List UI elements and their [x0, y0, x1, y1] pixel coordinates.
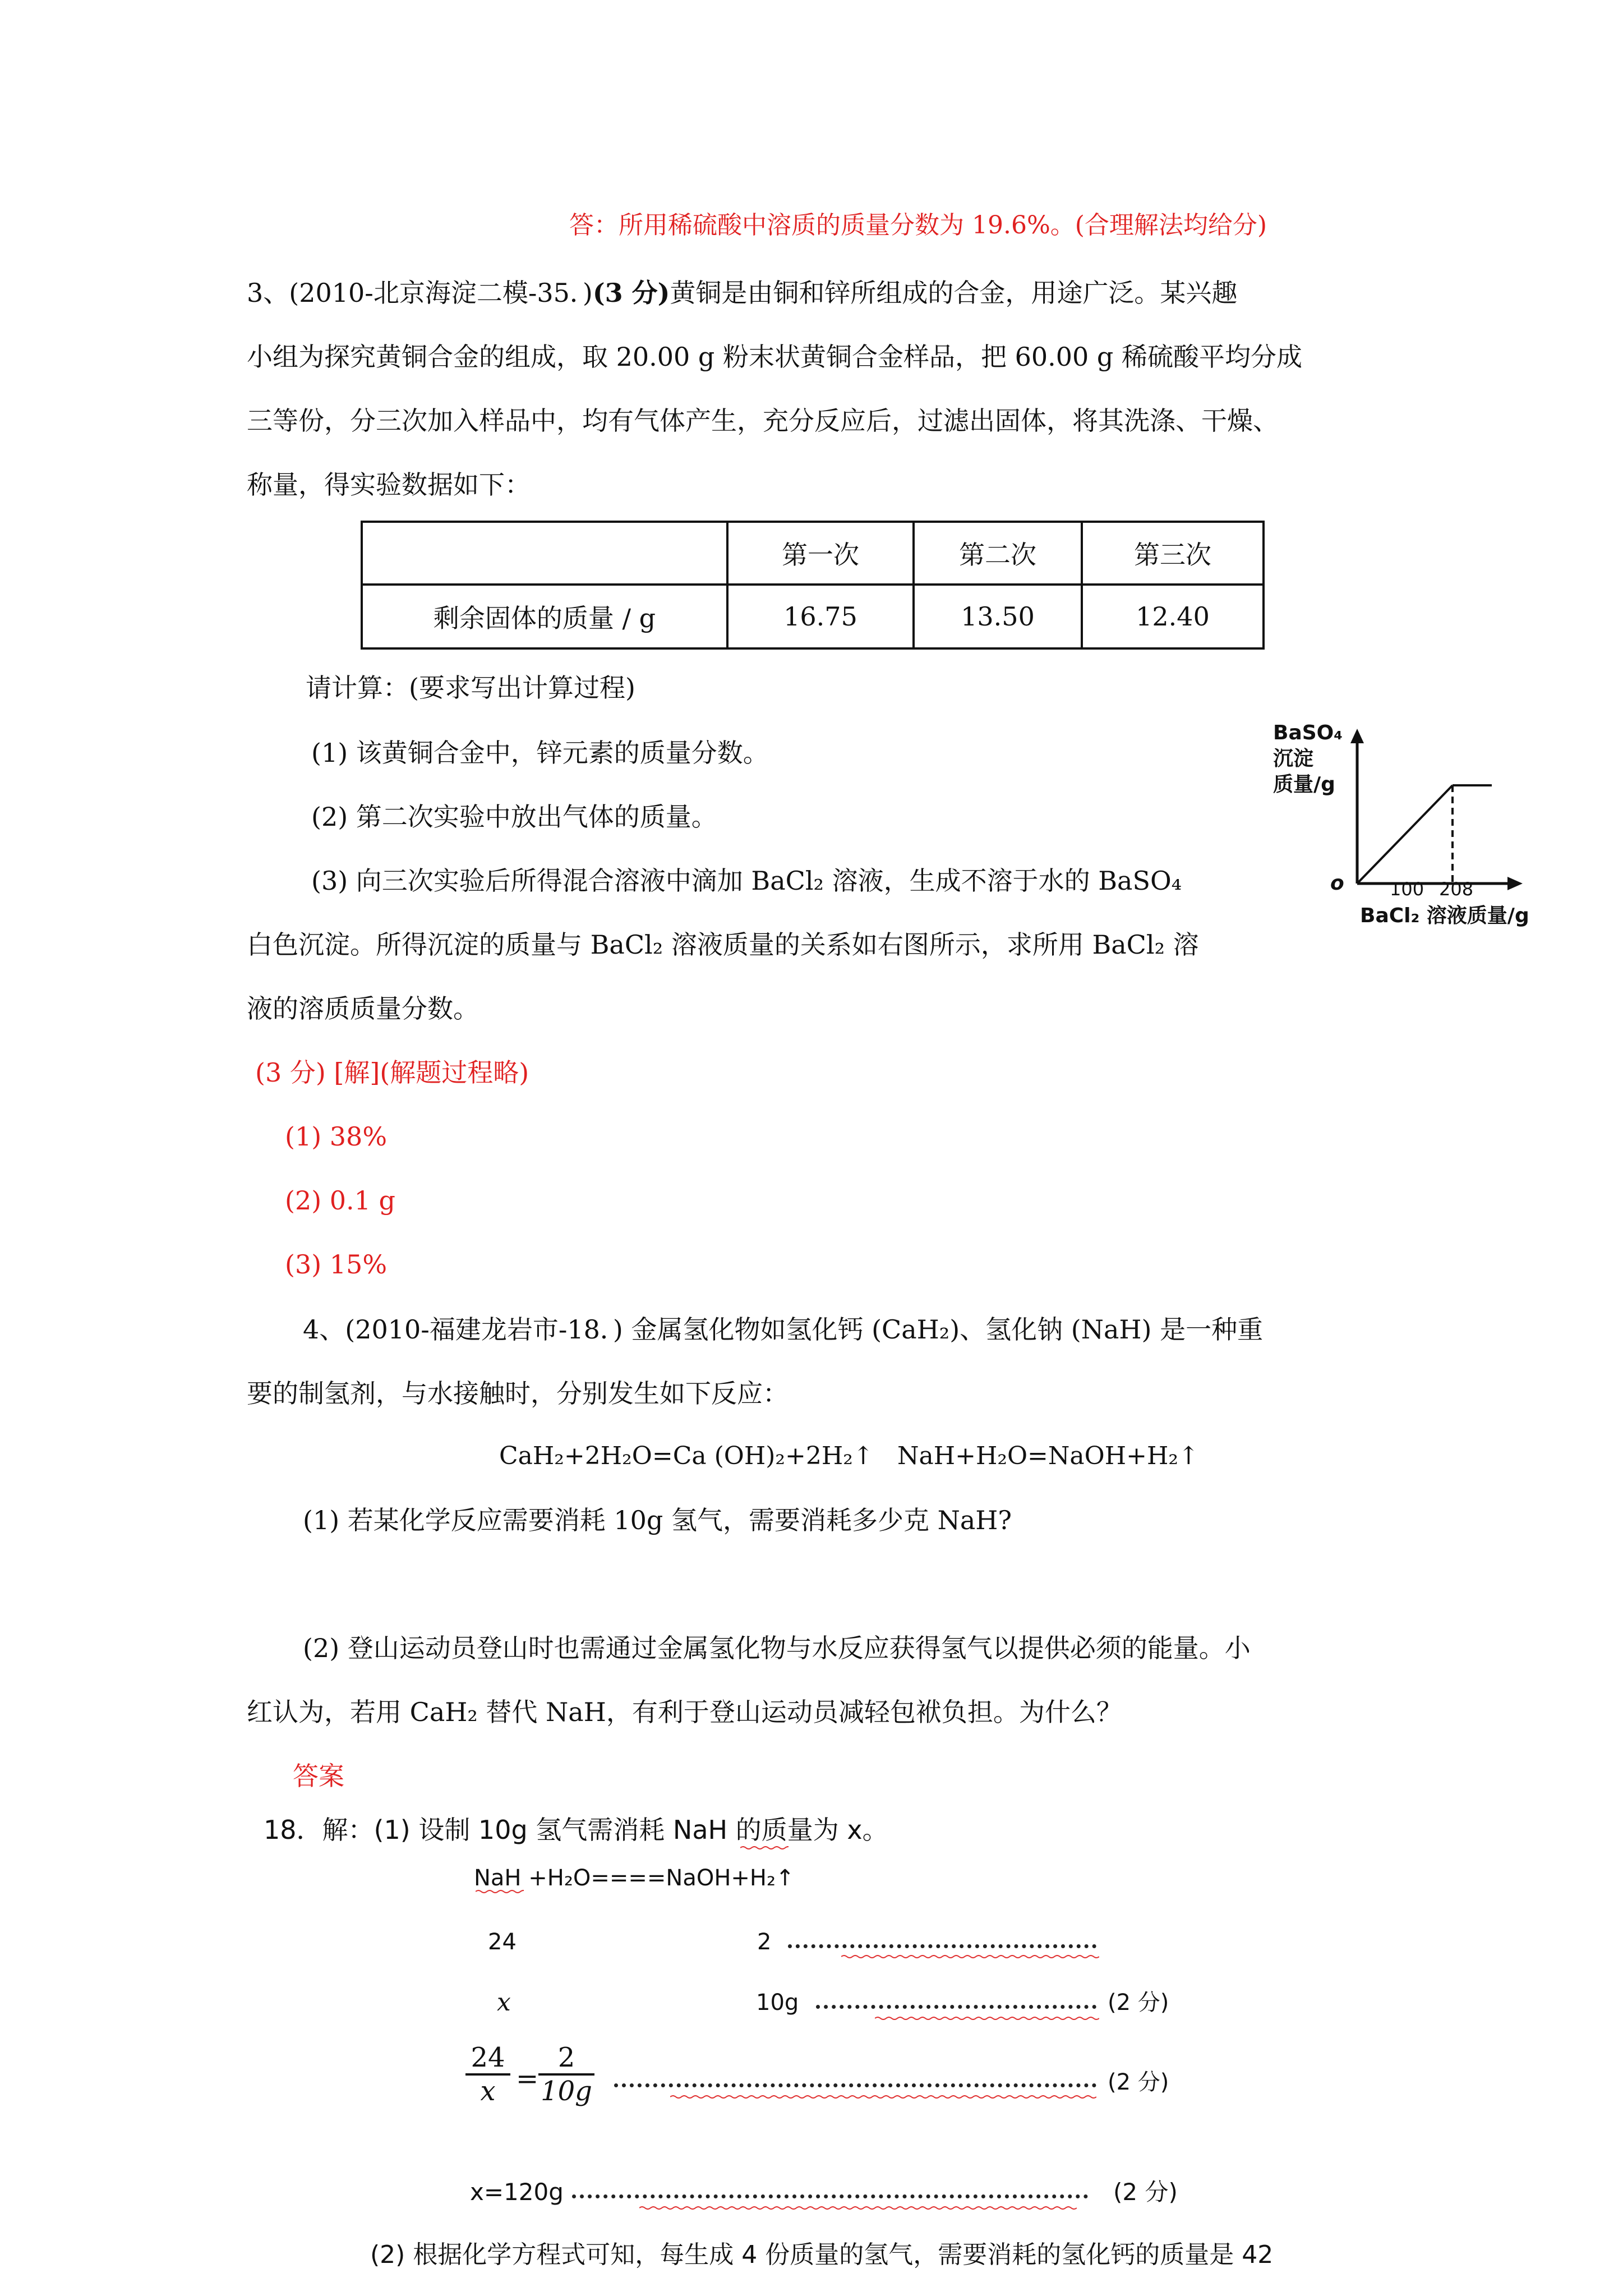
fraction-left-denominator: x: [480, 2076, 496, 2107]
table-header-first: 第一次: [727, 522, 914, 585]
graph-origin: o: [1330, 872, 1344, 895]
graph-tick-100: 100: [1390, 878, 1424, 900]
graph-y-arrow: [1350, 729, 1364, 743]
table-cell-third: 12.40: [1082, 585, 1264, 648]
precipitate-graph: [1267, 721, 1559, 945]
experiment-data-table: [361, 521, 1265, 650]
graph-xlabel: BaCl₂ 溶液质量/g: [1360, 904, 1529, 927]
q4-solution-last-line: (2) 根据化学方程式可知，每生成 4 份质量的氢气，需要消耗的氢化钙的质量是 42: [370, 2240, 1274, 2269]
q4-solution-result: x=120g: [470, 2178, 564, 2206]
dotted-leader-1: [788, 1944, 1096, 1948]
q3-score: (3 分): [592, 278, 670, 308]
q4-equation-2: NaH+H₂O=NaOH+H₂↑: [897, 1442, 1199, 1470]
table-cell-first: 16.75: [727, 585, 914, 648]
q4-sub-1: (1) 若某化学反应需要消耗 10g 氢气，需要消耗多少克 NaH?: [303, 1505, 1012, 1535]
q3-prompt: 请计算：(要求写出计算过程): [306, 673, 635, 703]
dotted-leader-3: [614, 2083, 1096, 2087]
q3-line-4: 称量，得实验数据如下：: [247, 470, 531, 500]
graph-rising-line: [1357, 785, 1453, 884]
dotted-leader-2: [816, 2005, 1096, 2009]
fraction-right: [538, 2042, 594, 2107]
wavy-underline-2: [875, 2016, 1099, 2021]
q3-sub-2: (2) 第二次实验中放出气体的质量。: [311, 802, 717, 832]
q4-solution-x: x: [497, 1988, 511, 2017]
q3-answer-2: (2) 0.1 g: [285, 1185, 396, 1216]
table-header-second: 第二次: [914, 522, 1082, 585]
graph-ylabel-1: BaSO₄: [1273, 721, 1343, 744]
dotted-leader-4: [572, 2194, 1088, 2198]
fraction-left: [465, 2042, 510, 2107]
graph-x-arrow: [1507, 877, 1523, 890]
wavy-underline-4: [639, 2206, 1077, 2210]
q4-score-1: (2 分): [1108, 1990, 1169, 2016]
q4-solution-10g: 10g: [756, 1990, 799, 2016]
q3-line-3: 三等份，分三次加入样品中，均有气体产生，充分反应后，过滤出固体，将其洗涤、干燥、: [247, 406, 1279, 436]
q4-solution-equation: NaH +H₂O====NaOH+H₂↑: [474, 1865, 795, 1891]
q3-sub-3-line-1: (3) 向三次实验后所得混合溶液中滴加 BaCl₂ 溶液，生成不溶于水的 BaSO₄: [311, 866, 1182, 896]
previous-answer-line: 答：所用稀硫酸中溶质的质量分数为 19.6%。(合理解法均给分): [569, 211, 1267, 240]
fraction-right-numerator: 2: [557, 2042, 575, 2073]
q4-solution-line-1: 18．解：(1) 设制 10g 氢气需消耗 NaH 的质量为 x。: [264, 1815, 888, 1845]
table-row: [362, 585, 1264, 648]
q4-sub-2-line-1: (2) 登山运动员登山时也需通过金属氢化物与水反应获得氢气以提供必须的能量。小: [303, 1633, 1251, 1663]
fraction-right-denominator: 10g: [541, 2076, 592, 2107]
q3-intro: 黄铜是由铜和锌所组成的合金，用途广泛。某兴趣: [670, 278, 1238, 308]
table-header-third: 第三次: [1082, 522, 1264, 585]
nah-underline: [740, 1846, 789, 1850]
q3-answer-3: (3) 15%: [285, 1249, 388, 1280]
fraction-left-numerator: 24: [471, 2042, 505, 2073]
q3-solution-head: (3 分) [解](解题过程略): [255, 1057, 529, 1088]
q4-sub-2-line-2: 红认为，若用 CaH₂ 替代 NaH，有利于登山运动员减轻包袱负担。为什么？: [247, 1697, 1122, 1727]
table-row-label: 剩余固体的质量 / g: [362, 585, 727, 648]
q3-sub-3-line-3: 液的溶质质量分数。: [247, 993, 479, 1024]
wavy-underline-1: [841, 1954, 1099, 1959]
q4-answer-label: 答案: [293, 1761, 344, 1791]
table-header-row: [362, 522, 1264, 585]
q4-equation-1: CaH₂+2H₂O=Ca (OH)₂+2H₂↑: [499, 1442, 874, 1470]
q4-line-1: 4、(2010-福建龙岩市-18．) 金属氢化物如氢化钙 (CaH₂)、氢化钠 (NaH) 是一种重: [303, 1314, 1264, 1345]
q4-line-2: 要的制氢剂，与水接触时，分别发生如下反应：: [247, 1378, 789, 1409]
fraction-equals: =: [516, 2063, 539, 2095]
q4-score-2: (2 分): [1108, 2069, 1169, 2095]
q3-source: 3、(2010-北京海淀二模-35．): [247, 278, 593, 308]
q4-solution-2: 2: [757, 1929, 772, 1955]
q3-sub-1: (1) 该黄铜合金中，锌元素的质量分数。: [311, 738, 769, 768]
wavy-underline-3: [670, 2095, 1096, 2099]
q3-line-2: 小组为探究黄铜合金的组成，取 20.00 g 粉末状黄铜合金样品，把 60.00 g 稀硫酸平均分成: [247, 342, 1303, 372]
q3-line-1: [247, 276, 1237, 310]
graph-ylabel-3: 质量/g: [1273, 773, 1335, 796]
q4-solution-24: 24: [488, 1929, 517, 1955]
q3-answer-1: (1) 38%: [285, 1121, 388, 1152]
table-header-blank: [362, 522, 727, 585]
equation-underline: [476, 1889, 524, 1894]
q4-score-3: (2 分): [1113, 2178, 1178, 2206]
graph-ylabel-2: 沉淀: [1273, 747, 1314, 770]
graph-tick-208: 208: [1439, 878, 1474, 900]
q3-sub-3-line-2: 白色沉淀。所得沉淀的质量与 BaCl₂ 溶液质量的关系如右图所示，求所用 BaCl₂ 溶: [247, 930, 1199, 960]
table-cell-second: 13.50: [914, 585, 1082, 648]
